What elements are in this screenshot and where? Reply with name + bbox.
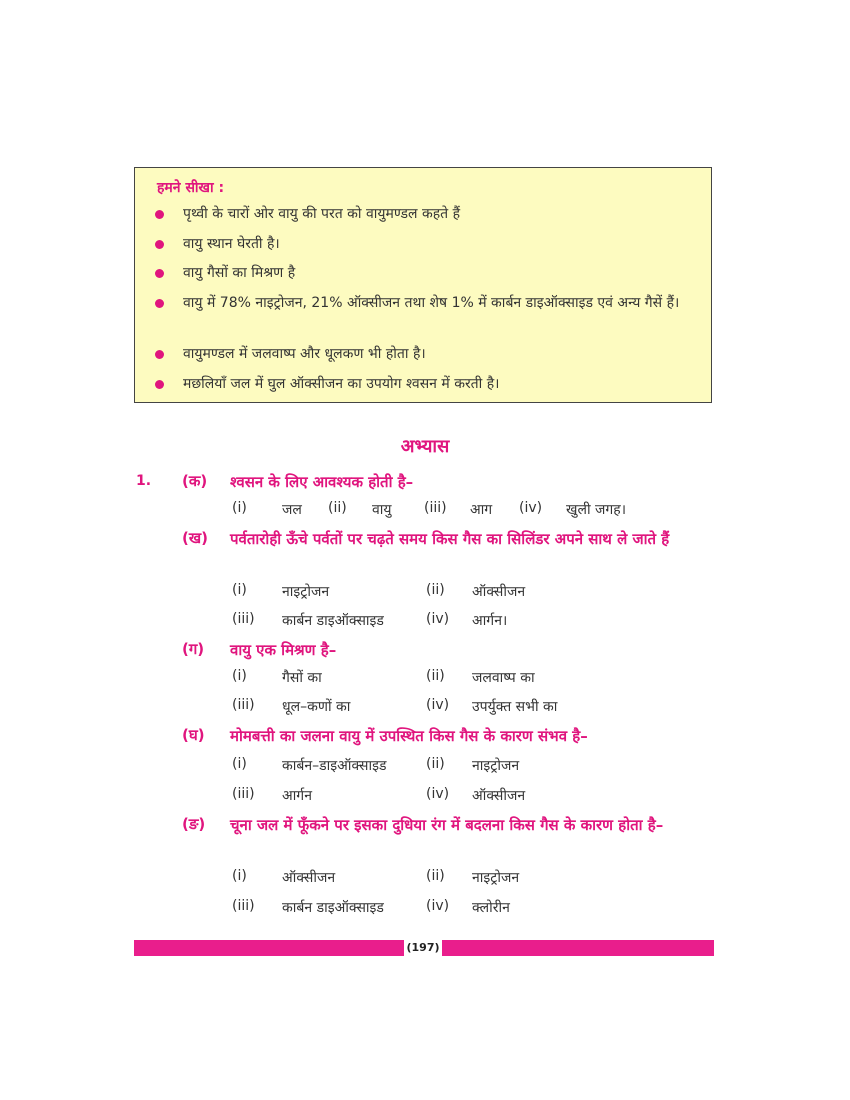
- bullet-icon: [155, 380, 164, 389]
- question-letter: (घ): [182, 726, 205, 744]
- question-letter: (ङ): [182, 815, 206, 833]
- option-text: आग: [470, 502, 493, 518]
- option-text: कार्बन डाइऑक्साइड: [282, 613, 384, 629]
- option-text: जल: [282, 502, 302, 518]
- option-number: (iii): [232, 786, 255, 802]
- option-text: आर्गन: [282, 788, 312, 804]
- question-letter: (क): [182, 472, 208, 490]
- option-text: ऑक्सीजन: [282, 870, 336, 886]
- page-number: (197): [406, 941, 440, 954]
- option-number: (iii): [232, 697, 255, 713]
- option-number: (ii): [426, 756, 445, 772]
- summary-heading: हमने सीखा :: [157, 180, 225, 196]
- bullet-icon: [155, 210, 164, 219]
- option-number: (i): [232, 500, 247, 516]
- option-text: कार्बन डाइऑक्साइड: [282, 900, 384, 916]
- option-text: जलवाष्प का: [472, 670, 535, 686]
- option-number: (ii): [426, 582, 445, 598]
- question-text: चूना जल में फूँकने पर इसका दुधिया रंग में बदलना किस गैस के कारण होता है–: [230, 816, 664, 834]
- option-text: ऑक्सीजन: [472, 788, 526, 804]
- option-number: (iv): [426, 898, 450, 914]
- option-text: उपर्युक्त सभी का: [472, 699, 558, 715]
- option-number: (ii): [426, 868, 445, 884]
- question-text: पर्वतारोही ऊँचे पर्वतों पर चढ़ते समय किस गैस का सिलिंडर अपने साथ ले जाते हैं: [230, 530, 670, 548]
- option-text: कार्बन–डाइऑक्साइड: [282, 758, 387, 774]
- summary-box: हमने सीखा : पृथ्वी के चारों ओर वायु की परत को वायुमण्डल कहते हैं वायु स्थान घेरती है। वायु गैसों का मिश्रण है वायु में 78% नाइट्रोजन, 21% ऑक्सीजन तथा शेष 1% में कार्बन डाइऑक्साइड एवं अन्य गैसें हैं। वायुमण्डल में जलवाष्प और धूलकण भी होता है। मछलियाँ जल में घुल ऑक्सीजन का उपयोग श्वसन में करती है।: [134, 167, 712, 403]
- question-letter: (ग): [182, 640, 205, 658]
- option-number: (iv): [426, 786, 450, 802]
- option-number: (ii): [426, 668, 445, 684]
- option-number: (i): [232, 868, 247, 884]
- option-text: खुली जगह।: [566, 502, 627, 518]
- option-number: (iii): [232, 898, 255, 914]
- option-number: (i): [232, 582, 247, 598]
- question-number: 1.: [136, 473, 152, 489]
- option-number: (iv): [519, 500, 543, 516]
- option-text: धूल–कणों का: [282, 699, 351, 715]
- option-number: (iii): [424, 500, 447, 516]
- option-number: (i): [232, 668, 247, 684]
- option-text: ऑक्सीजन: [472, 584, 526, 600]
- bullet-icon: [155, 240, 164, 249]
- exercise-title: अभ्यास: [400, 436, 450, 457]
- question-letter: (ख): [182, 529, 208, 547]
- option-text: नाइट्रोजन: [472, 758, 520, 774]
- bullet-icon: [155, 299, 164, 308]
- option-number: (iii): [232, 611, 255, 627]
- question-text: श्वसन के लिए आवश्यक होती है–: [230, 473, 414, 491]
- option-number: (ii): [328, 500, 347, 516]
- question-text: मोमबत्ती का जलना वायु में उपस्थित किस गैस के कारण संभव है–: [230, 727, 588, 745]
- option-text: क्लोरीन: [472, 900, 510, 916]
- option-text: गैसों का: [282, 670, 322, 686]
- bullet-icon: [155, 269, 164, 278]
- footer-bar-left: [134, 940, 404, 956]
- option-number: (i): [232, 756, 247, 772]
- footer-bar-right: [442, 940, 714, 956]
- option-text: नाइट्रोजन: [282, 584, 330, 600]
- option-text: नाइट्रोजन: [472, 870, 520, 886]
- option-text: वायु: [372, 502, 392, 518]
- option-text: आर्गन।: [472, 613, 508, 629]
- option-number: (iv): [426, 611, 450, 627]
- bullet-icon: [155, 350, 164, 359]
- option-number: (iv): [426, 697, 450, 713]
- question-text: वायु एक मिश्रण है–: [230, 641, 337, 659]
